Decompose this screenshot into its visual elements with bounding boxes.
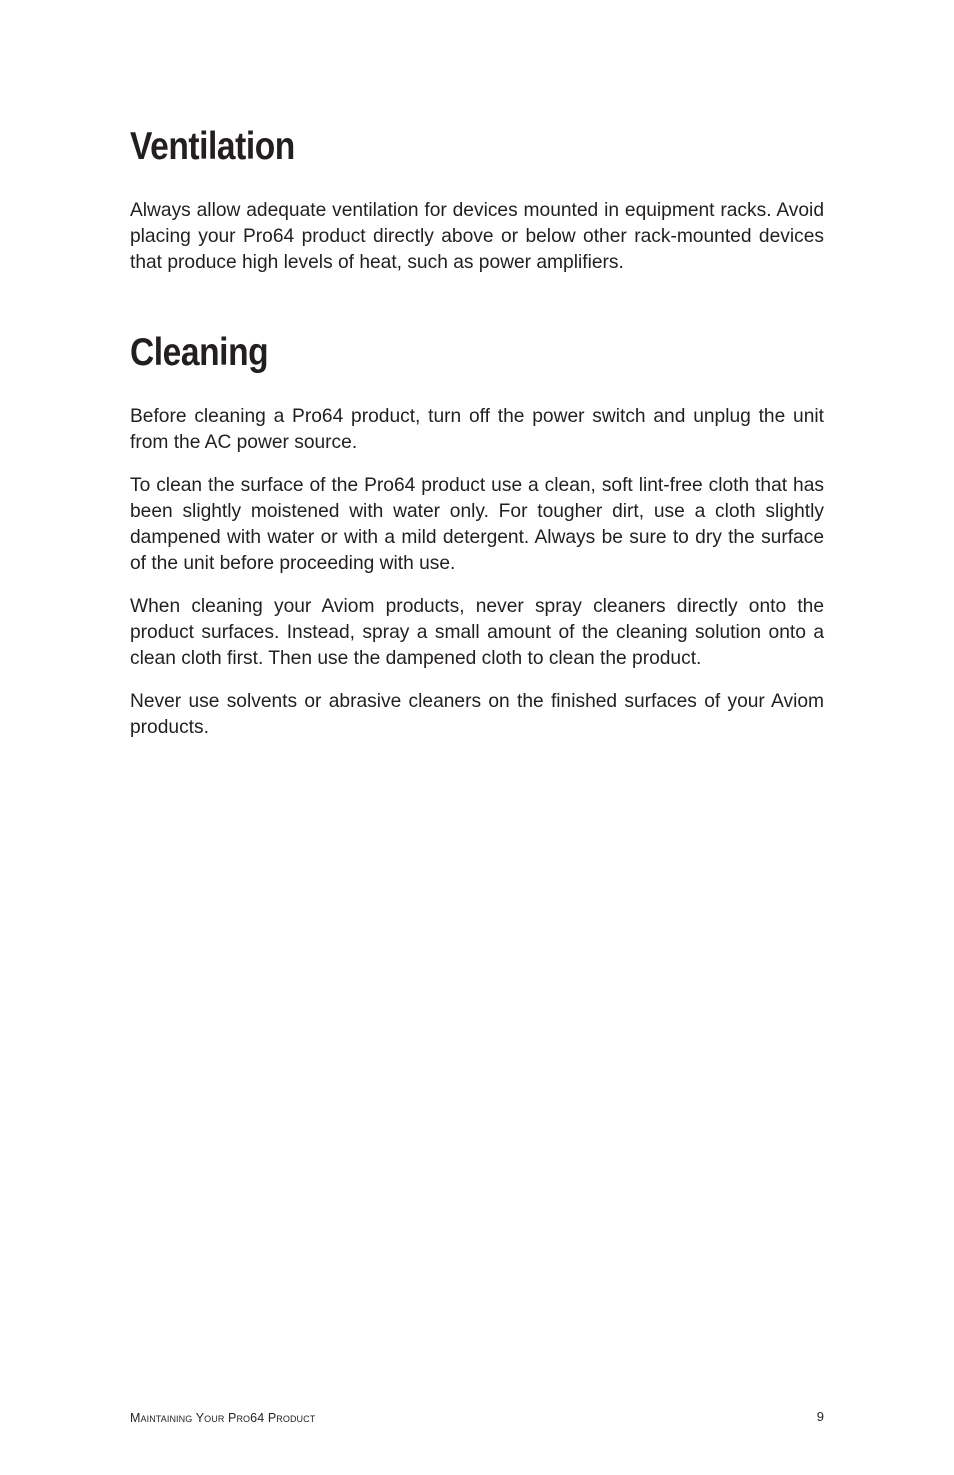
cleaning-paragraph-spray: When cleaning your Aviom products, never spray cleaners directly onto the product surfaces. Instead, spray a small amount of the cleaning solution onto a clean cloth first. Then use the dampened cloth to clean the product. — [130, 596, 824, 669]
ventilation-paragraph: Always allow adequate ventilation for devices mounted in equipment racks. Avoid placing your Pro64 product directly above or below other rack-mounted devices that produce high levels of heat, such as power amplifiers. — [130, 200, 824, 273]
cleaning-paragraph-solvents: Never use solvents or abrasive cleaners on the finished surfaces of your Aviom products. — [130, 691, 824, 738]
cleaning-heading: Cleaning — [130, 331, 269, 374]
footer-chapter-title: Maintaining Your Pro64 Product — [130, 1411, 316, 1425]
cleaning-section — [130, 330, 824, 741]
ventilation-section — [130, 124, 824, 276]
ventilation-heading: Ventilation — [130, 125, 295, 168]
cleaning-paragraph-surface: To clean the surface of the Pro64 product use a clean, soft lint-free cloth that has been slightly moistened with water only. For tougher dirt, use a cloth slightly dampened with water or with a mild detergent. Always be sure to dry the surface of the unit before proceeding with use. — [130, 475, 824, 574]
page-number: 9 — [816, 1409, 824, 1424]
cleaning-paragraph-power: Before cleaning a Pro64 product, turn off the power switch and unplug the unit from the AC power source. — [130, 406, 824, 453]
